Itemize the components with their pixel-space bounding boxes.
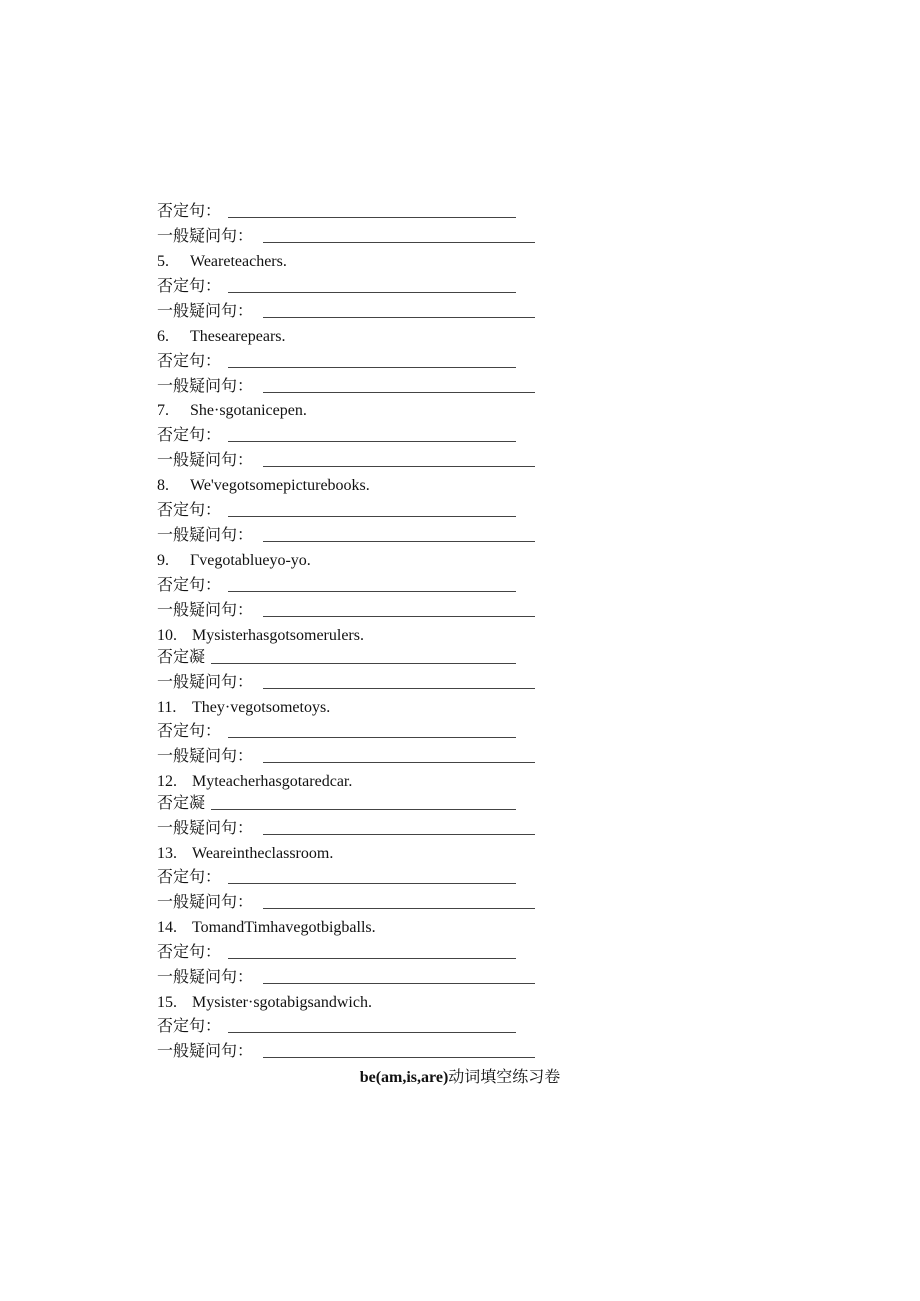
answer-blank[interactable] [263,242,535,243]
item-number: 6. [157,328,169,345]
question-line [157,966,253,990]
negative-label: 否定句： [157,944,222,961]
negative-label: 否定句： [157,203,222,220]
answer-blank[interactable] [228,591,516,592]
answer-blank[interactable] [263,616,535,617]
answer-blank[interactable] [211,809,516,810]
negative-label: 否定句： [157,723,222,740]
sentence-line [157,250,287,274]
negative-line [157,720,221,744]
answer-blank[interactable] [263,392,535,393]
sentence-line [157,549,311,573]
negative-label: 否定句： [157,427,222,444]
item-sentence: Weareintheclassroom. [192,845,334,862]
sentence-line [157,474,370,498]
negative-line [157,275,221,299]
question-label: 一般疑问句： [157,378,254,395]
negative-line [157,574,221,598]
negative-line [157,866,221,890]
answer-blank[interactable] [228,292,516,293]
negative-label: 否定句： [157,353,222,370]
item-sentence: TomandTimhavegotbigballs. [192,919,376,936]
item-number: 5. [157,253,169,270]
negative-line [157,499,221,523]
answer-blank[interactable] [263,983,535,984]
answer-blank[interactable] [228,958,516,959]
item-number: 10. [157,627,177,644]
question-label: 一般疑问句： [157,748,254,765]
item-sentence: They·vegotsometoys. [192,699,331,716]
negative-line [157,1015,221,1039]
answer-blank[interactable] [263,834,535,835]
negative-line [157,941,221,965]
negative-line [157,424,221,448]
answer-blank[interactable] [263,317,535,318]
answer-blank[interactable] [263,466,535,467]
answer-blank[interactable] [263,762,535,763]
question-line [157,524,253,548]
sentence-line [157,842,333,866]
question-line [157,891,253,915]
sentence-line [157,325,286,349]
item-sentence: Mysisterhasgotsomerulers. [192,627,364,644]
question-line [157,449,253,473]
item-number: 14. [157,919,177,936]
worksheet-title [0,1066,920,1090]
answer-blank[interactable] [263,541,535,542]
answer-blank[interactable] [211,663,516,664]
question-line [157,599,253,623]
item-number: 7. [157,402,169,419]
question-label: 一般疑问句： [157,674,254,691]
negative-line [157,646,205,670]
negative-label: 否定句： [157,278,222,295]
question-label: 一般疑问句： [157,452,254,469]
item-sentence: She·sgotanicepen. [190,402,307,419]
negative-label: 否定句： [157,577,222,594]
negative-label: 否定句： [157,869,222,886]
item-sentence: Thesearepears. [190,328,286,345]
answer-blank[interactable] [228,737,516,738]
sentence-line [157,991,372,1015]
negative-line [157,792,205,816]
negative-label: 否定句： [157,1018,222,1035]
item-number: 9. [157,552,169,569]
answer-blank[interactable] [228,441,516,442]
item-number: 11. [157,699,177,716]
answer-blank[interactable] [228,516,516,517]
question-label: 一般疑问句： [157,303,254,320]
question-label: 一般疑问句： [157,1043,254,1060]
title-english: be(am,is,are) [359,1069,449,1086]
answer-blank[interactable] [263,688,535,689]
sentence-line [157,624,364,648]
answer-blank[interactable] [263,1057,535,1058]
answer-blank[interactable] [263,908,535,909]
answer-blank[interactable] [228,883,516,884]
question-line [157,671,253,695]
question-line [157,375,253,399]
question-line [157,300,253,324]
item-sentence: We'vegotsomepicturebooks. [190,477,370,494]
item-number: 13. [157,845,177,862]
question-label: 一般疑问句： [157,602,254,619]
sentence-line [157,696,330,720]
item-number: 8. [157,477,169,494]
item-number: 12. [157,773,177,790]
title-chinese: 动词填空练习卷 [448,1069,561,1086]
question-line [157,1040,253,1064]
question-label: 一般疑问句： [157,228,254,245]
item-sentence: Myteacherhasgotaredcar. [192,773,353,790]
sentence-line [157,916,376,940]
item-sentence: Mysister·sgotabigsandwich. [192,994,372,1011]
question-line [157,817,253,841]
item-number: 15. [157,994,177,1011]
question-line [157,225,253,249]
negative-line [157,200,221,224]
question-label: 一般疑问句： [157,820,254,837]
negative-label: 否定凝 [157,795,206,812]
question-label: 一般疑问句： [157,969,254,986]
question-line [157,745,253,769]
answer-blank[interactable] [228,367,516,368]
answer-blank[interactable] [228,1032,516,1033]
question-label: 一般疑问句： [157,527,254,544]
negative-label: 否定凝 [157,649,206,666]
item-sentence: Weareteachers. [190,253,287,270]
question-label: 一般疑问句： [157,894,254,911]
negative-label: 否定句： [157,502,222,519]
negative-line [157,350,221,374]
sentence-line [157,399,307,423]
sentence-line [157,770,352,794]
answer-blank[interactable] [228,217,516,218]
item-sentence: Γvegotablueyo-yo. [190,552,311,569]
